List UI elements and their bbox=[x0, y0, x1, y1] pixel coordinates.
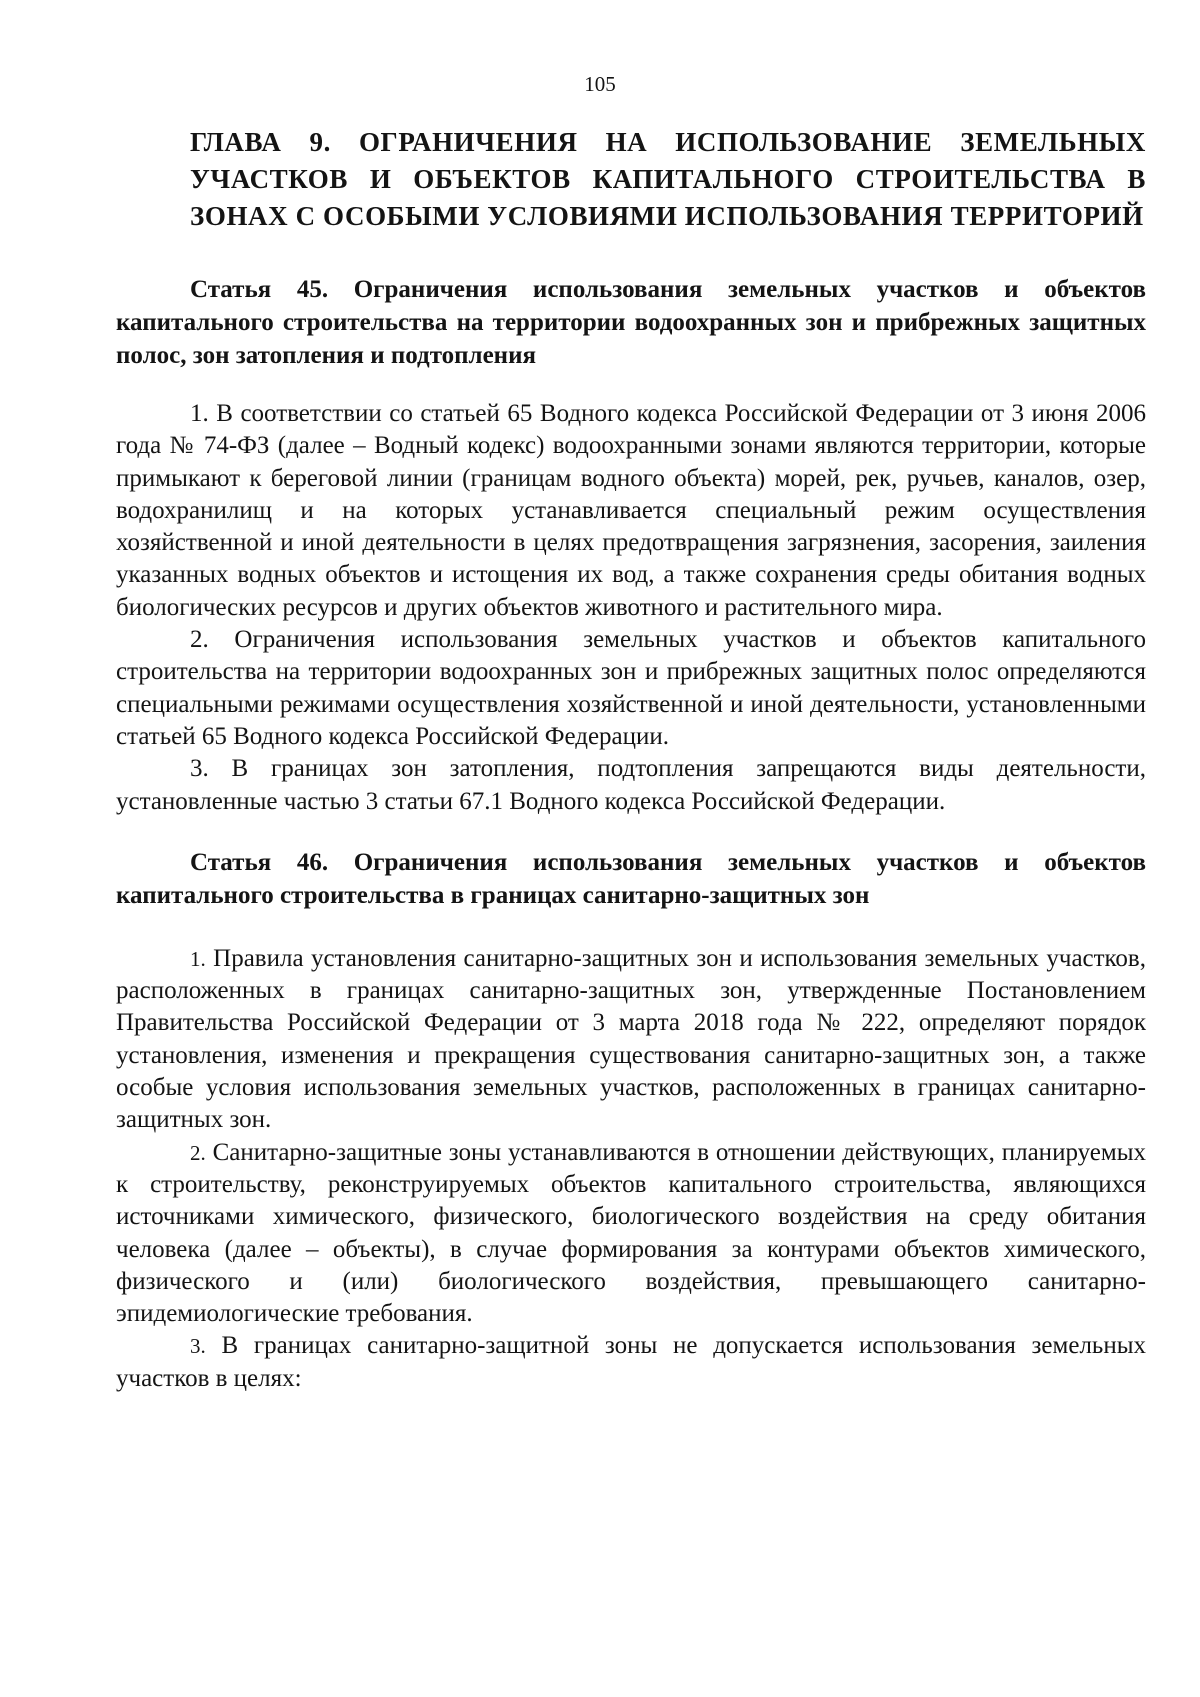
article-45-paragraph-2: 2. Ограничения использования земельных участков и объектов капитального строительства на территории водоохранных зон и прибрежных защитных полос определяются специальными режимами осуществления хозяйственной и иной деятельности, установленными статьей 65 Водного кодекса Российской Федерации. bbox=[116, 626, 1146, 750]
paragraph-text: Санитарно-защитные зоны устанавливаются в отношении действующих, планируемых к строительству, реконструируемых объектов капитального строительства, являющихся источниками химического, физического, биологического воздействия на среду обитания человека (далее – объекты), в случае формирования за контурами объектов химического, физического и (или) биологического воздействия, превышающего санитарно-эпидемиологические требования. bbox=[116, 1138, 1146, 1328]
article-46-paragraph-1 bbox=[116, 943, 1146, 1137]
page-number: 105 bbox=[584, 72, 616, 96]
paragraph-text: Правила установления санитарно-защитных зон и использования земельных участков, расположенных в границах санитарно-защитных зон, утвержденные Постановлением Правительства Российской Федерации от 3 марта 2018 года № 222, определяют порядок установления, изменения и прекращения существования санитарно-защитных зон, а также особые условия использования земельных участков, расположенных в границах санитарно-защитных зон. bbox=[116, 944, 1146, 1134]
article-46-paragraph-3 bbox=[116, 1330, 1146, 1395]
article-45-paragraph-1: 1. В соответствии со статьей 65 Водного кодекса Российской Федерации от 3 июня 2006 года № 74-ФЗ (далее – Водный кодекс) водоохранными зонами являются территории, которые примыкают к береговой линии (границам водного объекта) морей, рек, ручьев, каналов, озер, водохранилищ и на которых устанавливается специальный режим осуществления хозяйственной и иной деятельности в целях предотвращения загрязнения, засорения, заиления указанных водных объектов и истощения их вод, а также сохранения среды обитания водных биологических ресурсов и других объектов животного и растительного мира. bbox=[116, 400, 1146, 621]
article-46-title: Статья 46. Ограничения использования земельных участков и объектов капитального строительства в границах санитарно-защитных зон bbox=[116, 848, 1146, 909]
document-body bbox=[116, 124, 1146, 1395]
paragraph-text: В границах санитарно-защитной зоны не допускается использования земельных участков в целях: bbox=[116, 1332, 1146, 1392]
article-45 bbox=[116, 273, 1146, 818]
article-46-paragraph-2 bbox=[116, 1137, 1146, 1331]
paragraph-number: 3. bbox=[190, 1334, 206, 1359]
article-45-title: Статья 45. Ограничения использования земельных участков и объектов капитального строительства на территории водоохранных зон и прибрежных защитных полос, зон затопления и подтопления bbox=[116, 276, 1146, 369]
paragraph-number: 1. bbox=[190, 946, 206, 971]
article-45-paragraph-3: 3. В границах зон затопления, подтопления запрещаются виды деятельности, установленные частью 3 статьи 67.1 Водного кодекса Российской Федерации. bbox=[116, 755, 1146, 815]
chapter-title: ГЛАВА 9. ОГРАНИЧЕНИЯ НА ИСПОЛЬЗОВАНИЕ ЗЕМЕЛЬНЫХ УЧАСТКОВ И ОБЪЕКТОВ КАПИТАЛЬНОГО СТРОИТЕЛЬСТВА В ЗОНАХ С ОСОБЫМИ УСЛОВИЯМИ ИСПОЛЬЗОВАНИЯ ТЕРРИТОРИЙ bbox=[190, 127, 1146, 231]
paragraph-number: 2. bbox=[190, 1140, 206, 1165]
article-46 bbox=[116, 846, 1146, 1395]
